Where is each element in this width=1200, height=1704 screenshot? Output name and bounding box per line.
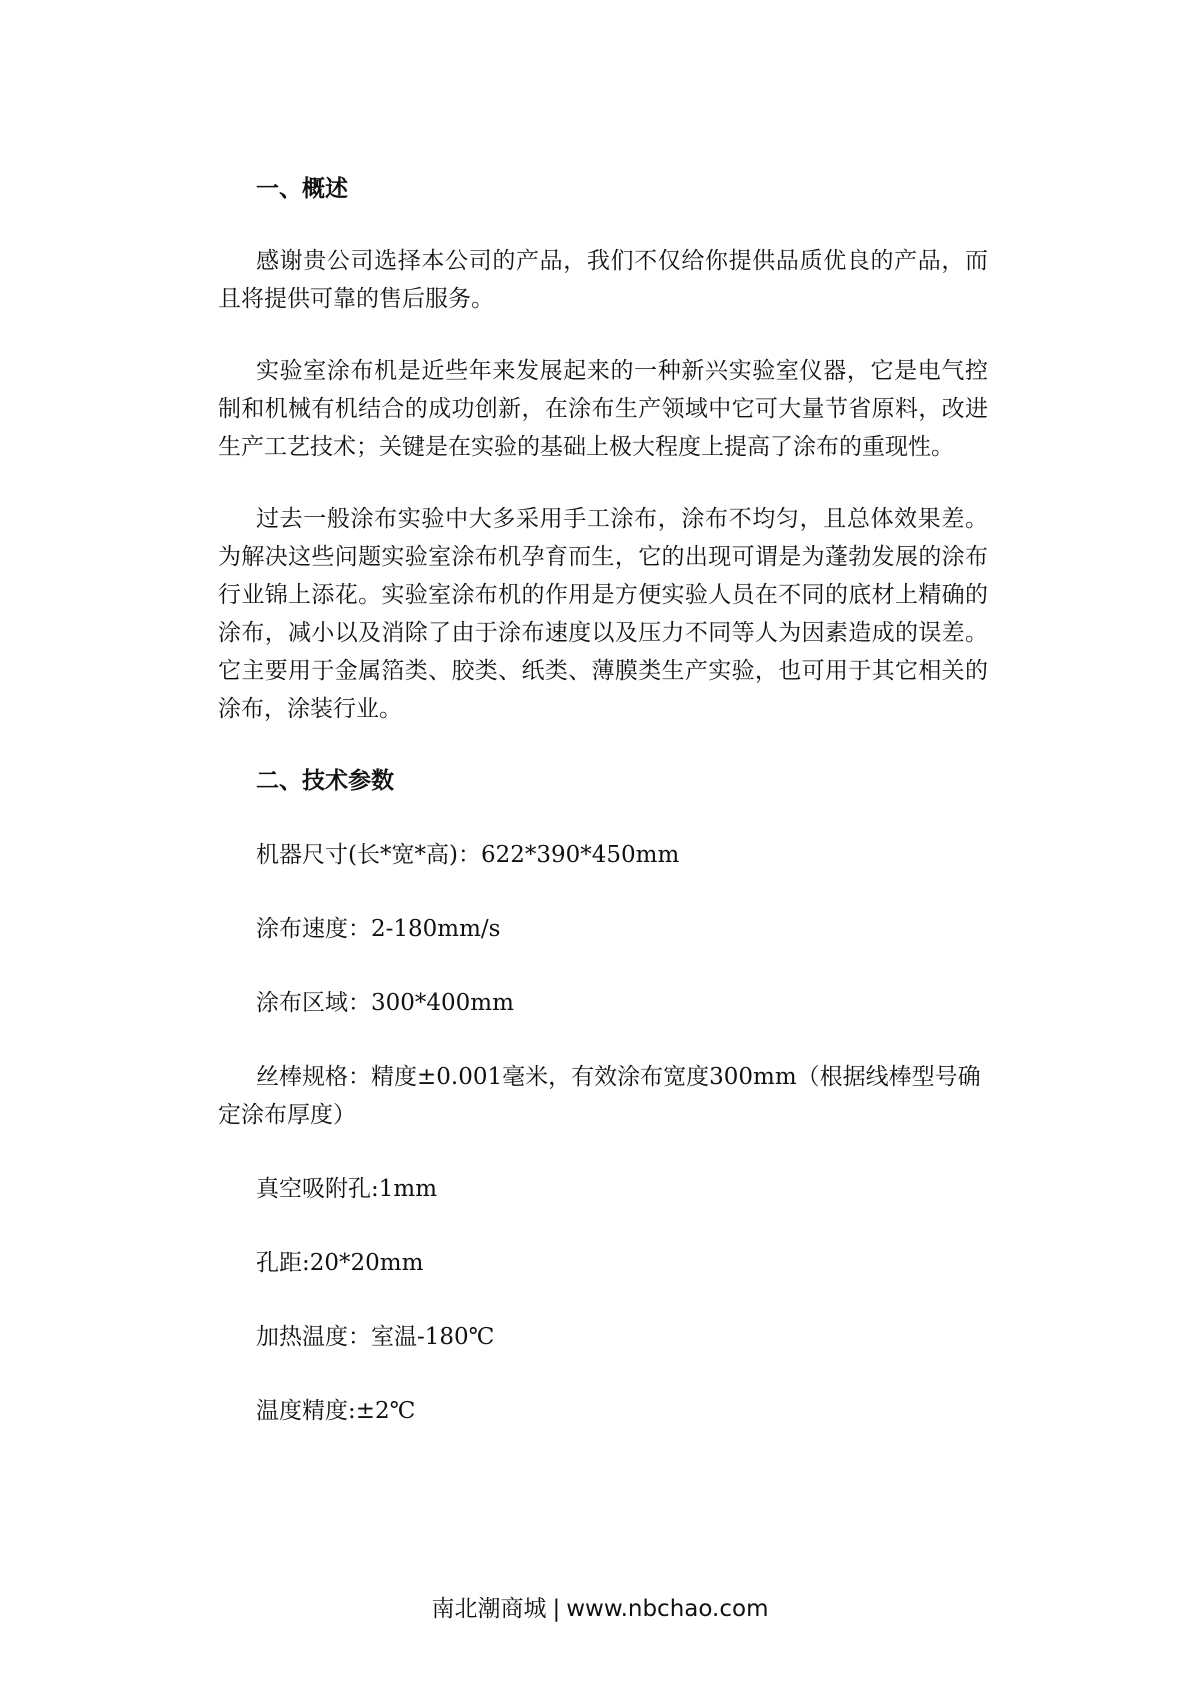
spec-item-rod-spec: 丝棒规格：精度±0.001毫米，有效涂布宽度300mm（根据线棒型号确定涂布厚度） — [218, 1064, 981, 1128]
spec-item-temp-accuracy: 温度精度:±2℃ — [256, 1398, 416, 1424]
spec-item-dimensions: 机器尺寸(长*宽*高)：622*390*450mm — [256, 842, 680, 868]
spec-item-vacuum-hole: 真空吸附孔:1mm — [256, 1176, 438, 1202]
spec-item-heating-temp: 加热温度：室温-180℃ — [256, 1324, 495, 1350]
overview-paragraph-3: 过去一般涂布实验中大多采用手工涂布，涂布不均匀，且总体效果差。为解决这些问题实验室涂布机孕育而生，它的出现可谓是为蓬勃发展的涂布行业锦上添花。实验室涂布机的作用是方便实验人员在不同的底材上精确的涂布，减小以及消除了由于涂布速度以及压力不同等人为因素造成的误差。它主要用于金属箔类、胶类、纸类、薄膜类生产实验，也可用于其它相关的涂布，涂装行业。 — [218, 506, 988, 722]
spec-item-coating-area: 涂布区域：300*400mm — [256, 990, 514, 1016]
footer-url[interactable]: www.nbchao.com — [566, 1596, 769, 1622]
footer-separator: | — [552, 1596, 561, 1622]
document-body — [218, 170, 988, 1430]
section-heading-specs: 二、技术参数 — [256, 767, 394, 794]
page-footer — [0, 1590, 1200, 1623]
overview-paragraph-2: 实验室涂布机是近些年来发展起来的一种新兴实验室仪器，它是电气控制和机械有机结合的成功创新，在涂布生产领域中它可大量节省原料，改进生产工艺技术；关键是在实验的基础上极大程度上提高了涂布的重现性。 — [218, 358, 988, 460]
footer-brand: 南北潮商城 — [431, 1596, 547, 1622]
spec-item-hole-pitch: 孔距:20*20mm — [256, 1250, 424, 1276]
spec-item-coating-speed: 涂布速度：2-180mm/s — [256, 916, 501, 942]
overview-paragraph-1: 感谢贵公司选择本公司的产品，我们不仅给你提供品质优良的产品，而且将提供可靠的售后服务。 — [218, 248, 988, 312]
section-heading-overview: 一、概述 — [256, 175, 348, 202]
